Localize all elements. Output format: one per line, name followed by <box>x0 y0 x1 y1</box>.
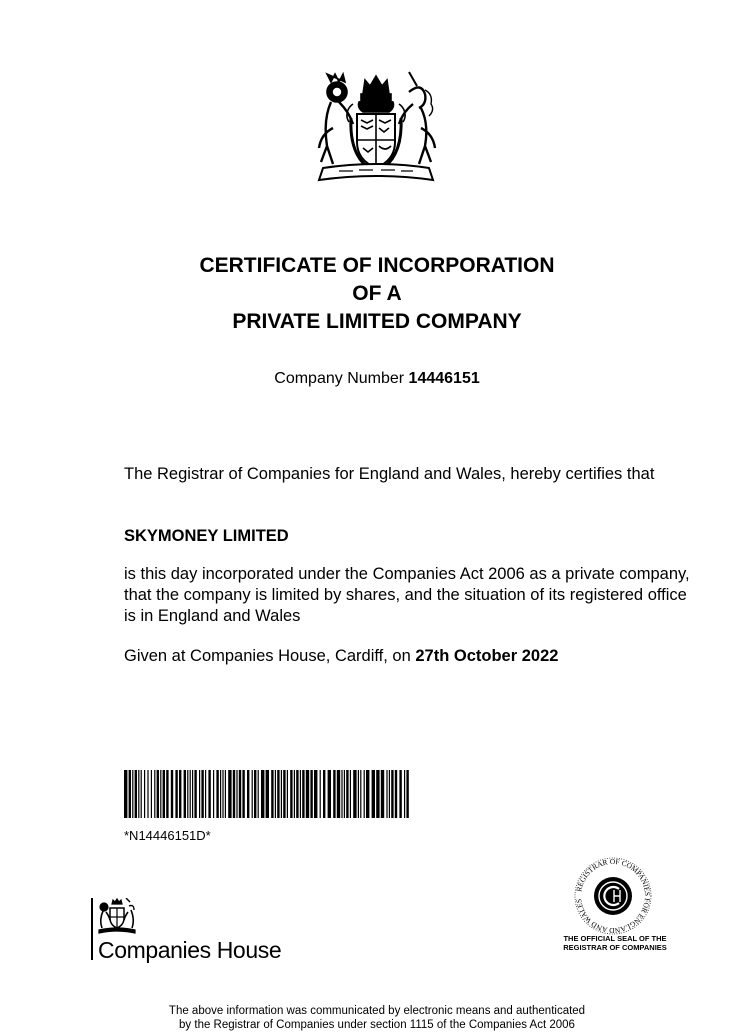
barcode-bar <box>222 770 223 818</box>
barcode-bar <box>328 770 331 818</box>
incorporation-paragraph: is this day incorporated under the Companies Act 2006 as a private company, that the company is limited by shares, and the situation of its registered office is in England and Wales <box>124 565 690 625</box>
barcode-bar <box>144 770 145 818</box>
barcode-bar <box>205 770 206 818</box>
seal-ring-text: REGISTRAR OF COMPANIES FOR ENGLAND AND WALES <box>574 856 653 936</box>
barcode-bar <box>129 770 131 818</box>
companies-house-logo-rule <box>91 898 93 960</box>
barcode-bar <box>252 770 253 818</box>
seal-caption-line-1: THE OFFICIAL SEAL OF THE <box>563 934 667 943</box>
barcode-bar <box>166 770 168 818</box>
barcode-bar <box>190 770 191 818</box>
barcode-bar <box>184 770 186 818</box>
barcode-bar <box>395 770 397 818</box>
given-at-paragraph <box>124 646 694 667</box>
barcode-bar <box>258 770 259 818</box>
barcode-bar <box>281 770 282 818</box>
barcode-bar <box>254 770 256 818</box>
title-line-3: PRIVATE LIMITED COMPANY <box>232 310 522 333</box>
given-at-text: Given at Companies House, Cardiff, on <box>124 647 411 665</box>
barcode-bar <box>406 770 408 818</box>
barcode-bar <box>192 770 193 818</box>
barcode-bar <box>294 770 295 818</box>
barcode-bar <box>358 770 359 818</box>
footer-line-2: by the Registrar of Companies under section 1115 of the Companies Act 2006 <box>179 1019 575 1031</box>
barcode-bar <box>287 770 288 818</box>
seal-caption-line-2: REGISTRAR OF COMPANIES <box>563 943 667 952</box>
barcode-bar <box>171 770 173 818</box>
barcode-bar <box>208 770 210 818</box>
barcode-bar <box>337 770 340 818</box>
barcode-bar <box>399 770 401 818</box>
barcode <box>124 770 410 818</box>
barcode-bar <box>147 770 148 818</box>
barcode-bar <box>247 770 249 818</box>
barcode-bar <box>302 770 304 818</box>
barcode-bar <box>296 770 298 818</box>
barcode-bar <box>225 770 226 818</box>
barcode-bar <box>389 770 390 818</box>
barcode-bar <box>233 770 235 818</box>
authentication-footer <box>0 1004 754 1032</box>
registrar-seal-icon <box>569 856 657 936</box>
barcode-bar <box>366 770 369 818</box>
company-number-label: Company Number <box>274 370 405 387</box>
barcode-bar <box>266 770 269 818</box>
barcode-bar <box>283 770 285 818</box>
barcode-bar <box>135 770 137 818</box>
company-number-row <box>0 370 754 388</box>
barcode-bar <box>306 770 309 818</box>
barcode-bar <box>187 770 188 818</box>
barcode-bar <box>199 770 200 818</box>
certifies-paragraph: The Registrar of Companies for England and Wales, hereby certifies that <box>124 465 655 483</box>
barcode-bar <box>310 770 312 818</box>
barcode-bar <box>236 770 237 818</box>
company-name: SKYMONEY LIMITED <box>124 527 289 545</box>
barcode-bar <box>376 770 379 818</box>
companies-house-wordmark: Companies House <box>98 937 282 963</box>
barcode-bar <box>353 770 356 818</box>
barcode-bar <box>228 770 231 818</box>
barcode-bar <box>341 770 342 818</box>
barcode-bar <box>213 770 214 818</box>
companies-house-crest-icon <box>96 898 138 934</box>
barcode-bar <box>220 770 221 818</box>
footer-line-1: The above information was communicated by electronic means and authenticated <box>168 1005 586 1017</box>
barcode-bar <box>350 770 351 818</box>
incorporation-date: 27th October 2022 <box>415 647 559 665</box>
barcode-bar <box>372 770 375 818</box>
royal-coat-of-arms-icon <box>309 68 443 188</box>
barcode-bar <box>364 770 365 818</box>
barcode-bar <box>404 770 405 818</box>
barcode-bar <box>300 770 301 818</box>
barcode-bar <box>138 770 139 818</box>
barcode-bar <box>154 770 155 818</box>
barcode-bar <box>323 770 325 818</box>
barcode-bar <box>132 770 133 818</box>
barcode-text: *N14446151D* <box>124 828 211 843</box>
barcode-bar <box>194 770 196 818</box>
barcode-bar <box>157 770 159 818</box>
barcode-bar <box>386 770 387 818</box>
barcode-bar <box>346 770 348 818</box>
seal-caption <box>552 934 678 952</box>
barcode-bar <box>320 770 321 818</box>
barcode-bar <box>239 770 241 818</box>
barcode-bar <box>201 770 203 818</box>
barcode-bar <box>271 770 273 818</box>
barcode-bar <box>216 770 218 818</box>
barcode-bar <box>242 770 244 818</box>
barcode-bar <box>141 770 142 818</box>
barcode-bar <box>314 770 317 818</box>
barcode-bar <box>344 770 345 818</box>
barcode-bar <box>160 770 161 818</box>
certificate-title <box>0 252 754 336</box>
barcode-bar <box>333 770 335 818</box>
barcode-bar <box>179 770 181 818</box>
barcode-bar <box>391 770 393 818</box>
barcode-bar <box>124 770 127 818</box>
barcode-bar <box>360 770 361 818</box>
barcode-bar <box>277 770 279 818</box>
barcode-bar <box>381 770 384 818</box>
company-number-value: 14446151 <box>408 370 480 387</box>
barcode-bar <box>290 770 292 818</box>
barcode-bar <box>163 770 165 818</box>
barcode-bar <box>151 770 152 818</box>
barcode-bar <box>175 770 177 818</box>
barcode-bar <box>275 770 276 818</box>
title-line-2: OF A <box>352 282 402 305</box>
barcode-bar <box>261 770 264 818</box>
title-line-1: CERTIFICATE OF INCORPORATION <box>199 254 555 277</box>
